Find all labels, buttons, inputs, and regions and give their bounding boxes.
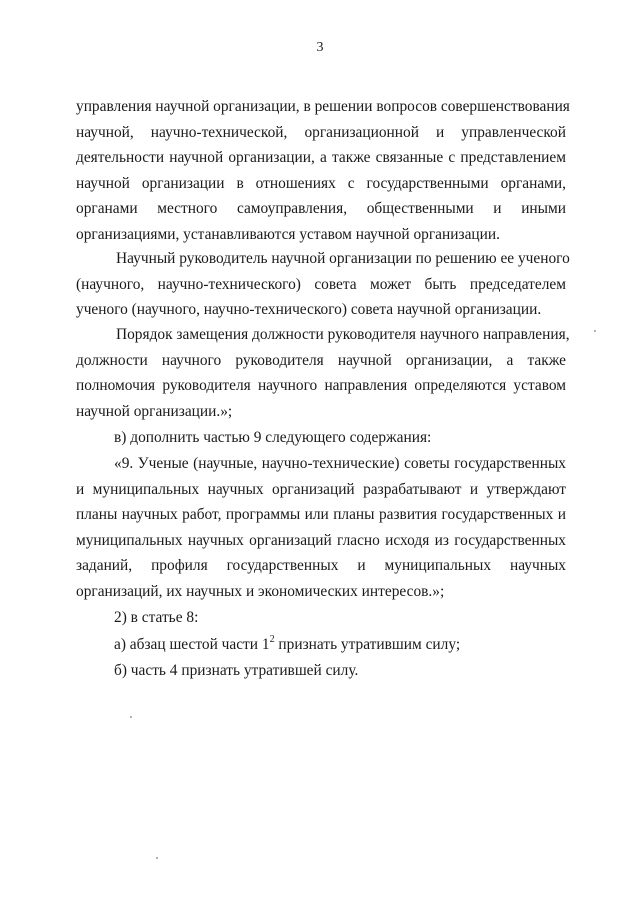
text-line: организациями, устанавливаются уставом научной организации.	[76, 225, 500, 243]
text-line: должности научного руководителя научной организации, а также	[76, 351, 566, 369]
text-line: и муниципальных научных организаций разрабатывают и утверждают	[76, 480, 566, 498]
scan-speck	[130, 716, 132, 718]
text-line: научной организации в отношениях с государственными органами,	[76, 174, 566, 192]
text-line: деятельности научной организации, а также связанные с представлением	[76, 149, 566, 166]
scan-speck	[156, 857, 158, 859]
scan-speck	[594, 330, 596, 332]
text-line: б) часть 4 признать утратившей силу.	[114, 662, 359, 679]
paragraph-3	[76, 322, 570, 424]
text-line: в) дополнить частью 9 следующего содержания:	[114, 429, 432, 446]
text-line: научной, научно-технической, организационной и управленческой	[76, 123, 566, 141]
paragraph-4	[76, 425, 566, 451]
text-line: «9. Ученые (научные, научно-технические) советы государственных	[114, 455, 566, 472]
text-line: органами местного самоуправления, общественными и иными	[76, 200, 566, 217]
text-line: ученого (научного, научно-технического) совета научной организации.	[76, 301, 542, 318]
paragraph-7	[76, 632, 566, 658]
text-line: муниципальных научных организаций гласно исходя из государственных	[76, 531, 566, 549]
text-line: организаций, их научных и экономических интересов.»;	[76, 582, 445, 600]
text-fragment: признать утратившим силу;	[274, 636, 461, 653]
paragraph-1	[76, 94, 570, 247]
paragraph-6	[76, 605, 566, 631]
text-line: управления научной организации, в решении вопросов совершенствования	[76, 98, 570, 115]
text-line: планы научных работ, программы или планы развития государственных и	[76, 506, 566, 523]
text-line: 2) в статье 8:	[114, 609, 199, 626]
paragraph-2	[76, 246, 570, 323]
page-number: 3	[316, 40, 324, 55]
superscript: 2	[269, 633, 275, 645]
text-line: Научный руководитель научной организации по решению ее ученого	[116, 250, 570, 267]
text-fragment: а) абзац шестой части 1	[114, 636, 270, 653]
paragraph-5	[76, 451, 566, 604]
text-line	[76, 632, 566, 658]
text-line: (научного, научно-технического) совета может быть председателем	[76, 275, 566, 293]
text-line: полномочия руководителя научного направления определяются уставом	[76, 377, 566, 394]
text-line: научной организации.»;	[76, 402, 233, 420]
text-line: Порядок замещения должности руководителя научного направления,	[116, 326, 570, 343]
paragraph-8	[76, 658, 566, 684]
text-line: заданий, профиля государственных и муниципальных научных	[76, 557, 566, 574]
